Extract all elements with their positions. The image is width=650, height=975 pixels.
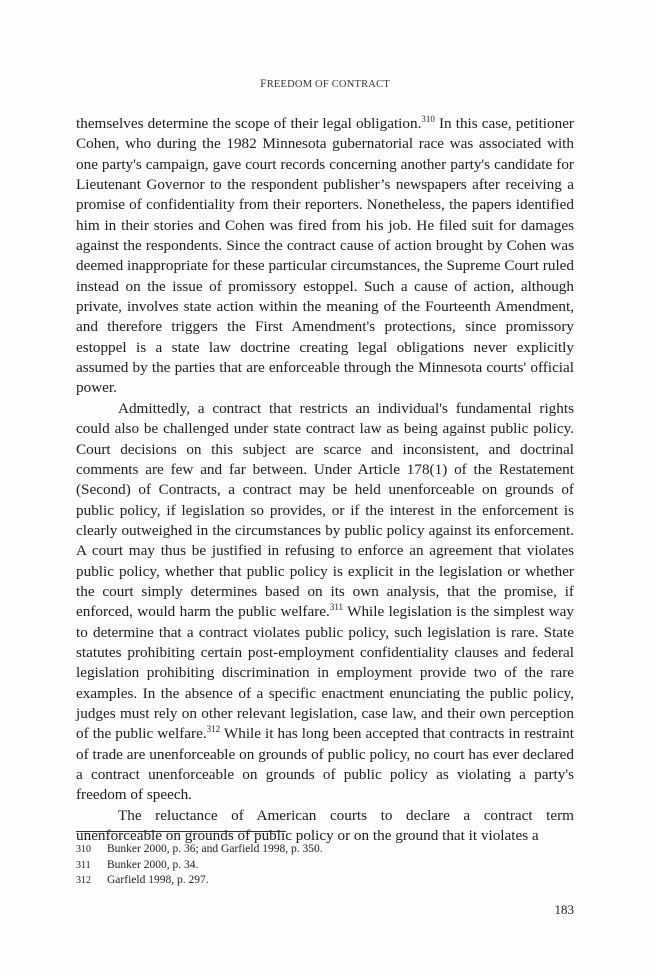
footnote-text: Bunker 2000, p. 36; and Garfield 1998, p. 350. [107, 843, 323, 855]
footnote-text: Garfield 1998, p. 297. [107, 874, 209, 886]
paragraph-3 [76, 806, 574, 847]
footnote-310 [76, 842, 574, 858]
footnote-number: 310 [76, 844, 91, 855]
footnote-number: 311 [76, 859, 91, 871]
running-header [0, 78, 650, 90]
footnote-ref-310[interactable]: 310 [421, 114, 435, 124]
body-text [76, 114, 574, 846]
p2-text-c: While it has long been accepted that contracts in restraint of trade are unenforceable on grounds of public policy, no court has ever declared a contract unenforceable on grounds of public policy as violating a party's freedom of speech. [76, 725, 574, 804]
p1-text-b: In this case, petitioner Cohen, who during the 1982 Minnesota gubernatorial race was associated with one party's campaign, gave court records concerning another party's candidate for Lieutenant Governor to the respondent publisher’s newspapers after receiving a promise of confidentiality from their reporters. Nonetheless, the papers identified him in their stories and Cohen was fired from his job. He filed suit for damages against the respondents. Since the contract cause of action brought by Cohen was deemed inappropriate for these particular circumstances, the Supreme Court ruled instead on the issue of promissory estoppel. Such a cause of action, although private, involves state action within the meaning of the Fourteenth Amendment, and therefore triggers the First Amendment's protections, since promissory estoppel is a state law doctrine creating legal obligations never explicitly assumed by the parties that are enforceable through the Minnesota courts' official power. [76, 115, 574, 397]
footnote-ref-311[interactable]: 311 [329, 602, 343, 613]
page-number: 183 [554, 902, 574, 917]
footnote-number: 312 [76, 875, 91, 886]
footnote-separator [76, 831, 286, 832]
p2-text-a: Admittedly, a contract that restricts an individual's fundamental rights could also be challenged under state contract law as being against public policy. Court decisions on this subject are scarce and inconsistent, and doctrinal comments are few and far between. Under Article 178(1) of the Restatement (Second) of Contracts, a contract may be held unenforceable on grounds of public policy, if legislation so provides, or if the interest in the enforcement is clearly outweighed in the circumstances by public policy against its enforcement. A court may thus be justified in refusing to enforce an agreement that violates public policy, whether that public policy is explicit in the legislation or whether the court simply determines based on its own analysis, that the promise, if enforced, would harm the public welfare. [76, 399, 574, 621]
p2-text-b: While legislation is the simplest way to determine that a contract violates public policy, such legislation is rare. State statutes prohibiting certain post-employment confidentiality clauses and federal legislation prohibiting discrimination in employment provide two of the rare examples. In the absence of a specific enactment enunciating the public policy, judges must rely on other relevant legislation, case law, and their own perception of the public welfare. [76, 603, 574, 743]
footnote-text: Bunker 2000, p. 34. [107, 858, 199, 871]
paragraph-1 [76, 114, 574, 399]
footnote-312 [76, 873, 574, 889]
p3-text-a: The reluctance of American courts to declare a contract term unenforceable on grounds of public policy or on the ground that it violates a [76, 806, 574, 845]
paragraph-2 [76, 399, 574, 806]
footnote-ref-312[interactable]: 312 [206, 724, 221, 735]
header-rest: REEDOM OF CONTRACT [266, 79, 390, 90]
footnotes [76, 842, 574, 889]
p1-text-a: themselves determine the scope of their legal obligation. [76, 115, 422, 132]
footnote-311 [76, 858, 574, 874]
header-initial: F [260, 78, 267, 90]
